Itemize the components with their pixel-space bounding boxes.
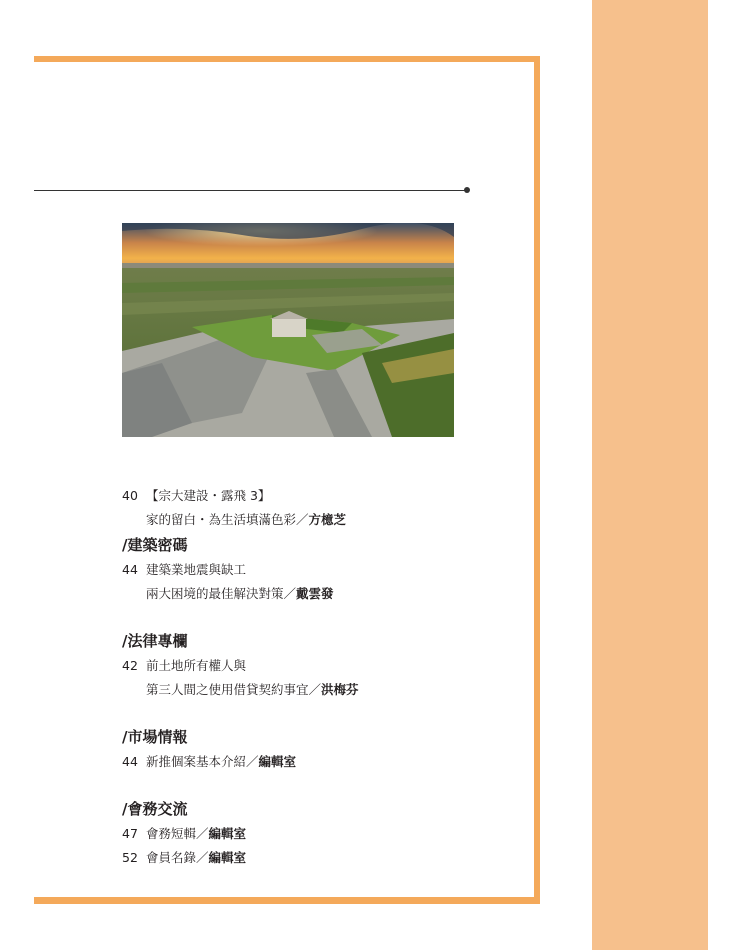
aerial-building-photo bbox=[122, 223, 454, 437]
section-spacer bbox=[122, 606, 522, 628]
toc-entry-subtitle bbox=[122, 508, 522, 532]
side-color-band bbox=[592, 0, 708, 950]
toc-entry[interactable] bbox=[122, 654, 522, 678]
toc-entry-title-line2: 第三人間之使用借貸契約事宜／ bbox=[146, 682, 322, 697]
toc-page-number: 44 bbox=[122, 754, 138, 769]
frame-top-border bbox=[34, 56, 540, 62]
toc-entry-subtitle-text: 家的留白・為生活填滿色彩／ bbox=[146, 512, 309, 527]
toc-entry[interactable] bbox=[122, 558, 522, 582]
toc-entry[interactable] bbox=[122, 750, 522, 774]
toc-entry-title: 新推個案基本介紹／ bbox=[146, 754, 259, 769]
toc-page-number: 47 bbox=[122, 826, 138, 841]
frame-right-border bbox=[534, 56, 540, 904]
section-heading-legal: /法律專欄 bbox=[122, 632, 188, 650]
section-heading-market: /市場情報 bbox=[122, 728, 188, 746]
toc-page-number: 44 bbox=[122, 562, 138, 577]
section-heading-association: /會務交流 bbox=[122, 800, 188, 818]
toc-entry-title: 會務短輯／ bbox=[146, 826, 209, 841]
table-of-contents bbox=[122, 484, 522, 870]
divider-dot bbox=[464, 187, 470, 193]
section-spacer bbox=[122, 774, 522, 796]
toc-entry[interactable] bbox=[122, 822, 522, 846]
toc-page-number: 42 bbox=[122, 658, 138, 673]
toc-entry[interactable] bbox=[122, 846, 522, 870]
toc-entry-author: 洪梅芬 bbox=[321, 682, 359, 697]
toc-entry-continuation bbox=[122, 678, 522, 702]
toc-entry-continuation bbox=[122, 582, 522, 606]
divider-line bbox=[34, 190, 466, 191]
toc-entry-author: 戴雲發 bbox=[296, 586, 334, 601]
toc-page-number: 40 bbox=[122, 488, 138, 503]
toc-entry-author: 方檍芝 bbox=[308, 512, 347, 527]
section-spacer bbox=[122, 702, 522, 724]
toc-entry-author: 編輯室 bbox=[208, 850, 247, 865]
toc-entry-author: 編輯室 bbox=[208, 826, 247, 841]
toc-entry-title: 會員名錄／ bbox=[146, 850, 209, 865]
toc-entry-title: 前土地所有權人與 bbox=[146, 658, 247, 673]
section-heading-architecture: /建築密碼 bbox=[122, 536, 188, 554]
toc-entry-title: 建築業地震與缺工 bbox=[146, 562, 247, 577]
toc-entry-title-line2: 兩大困境的最佳解決對策／ bbox=[146, 586, 297, 601]
toc-entry-feature[interactable] bbox=[122, 484, 522, 508]
toc-page-number: 52 bbox=[122, 850, 138, 865]
toc-entry-author: 編輯室 bbox=[258, 754, 297, 769]
frame-bottom-border bbox=[34, 897, 540, 904]
toc-entry-title: 【宗大建設・露飛 3】 bbox=[146, 488, 271, 503]
